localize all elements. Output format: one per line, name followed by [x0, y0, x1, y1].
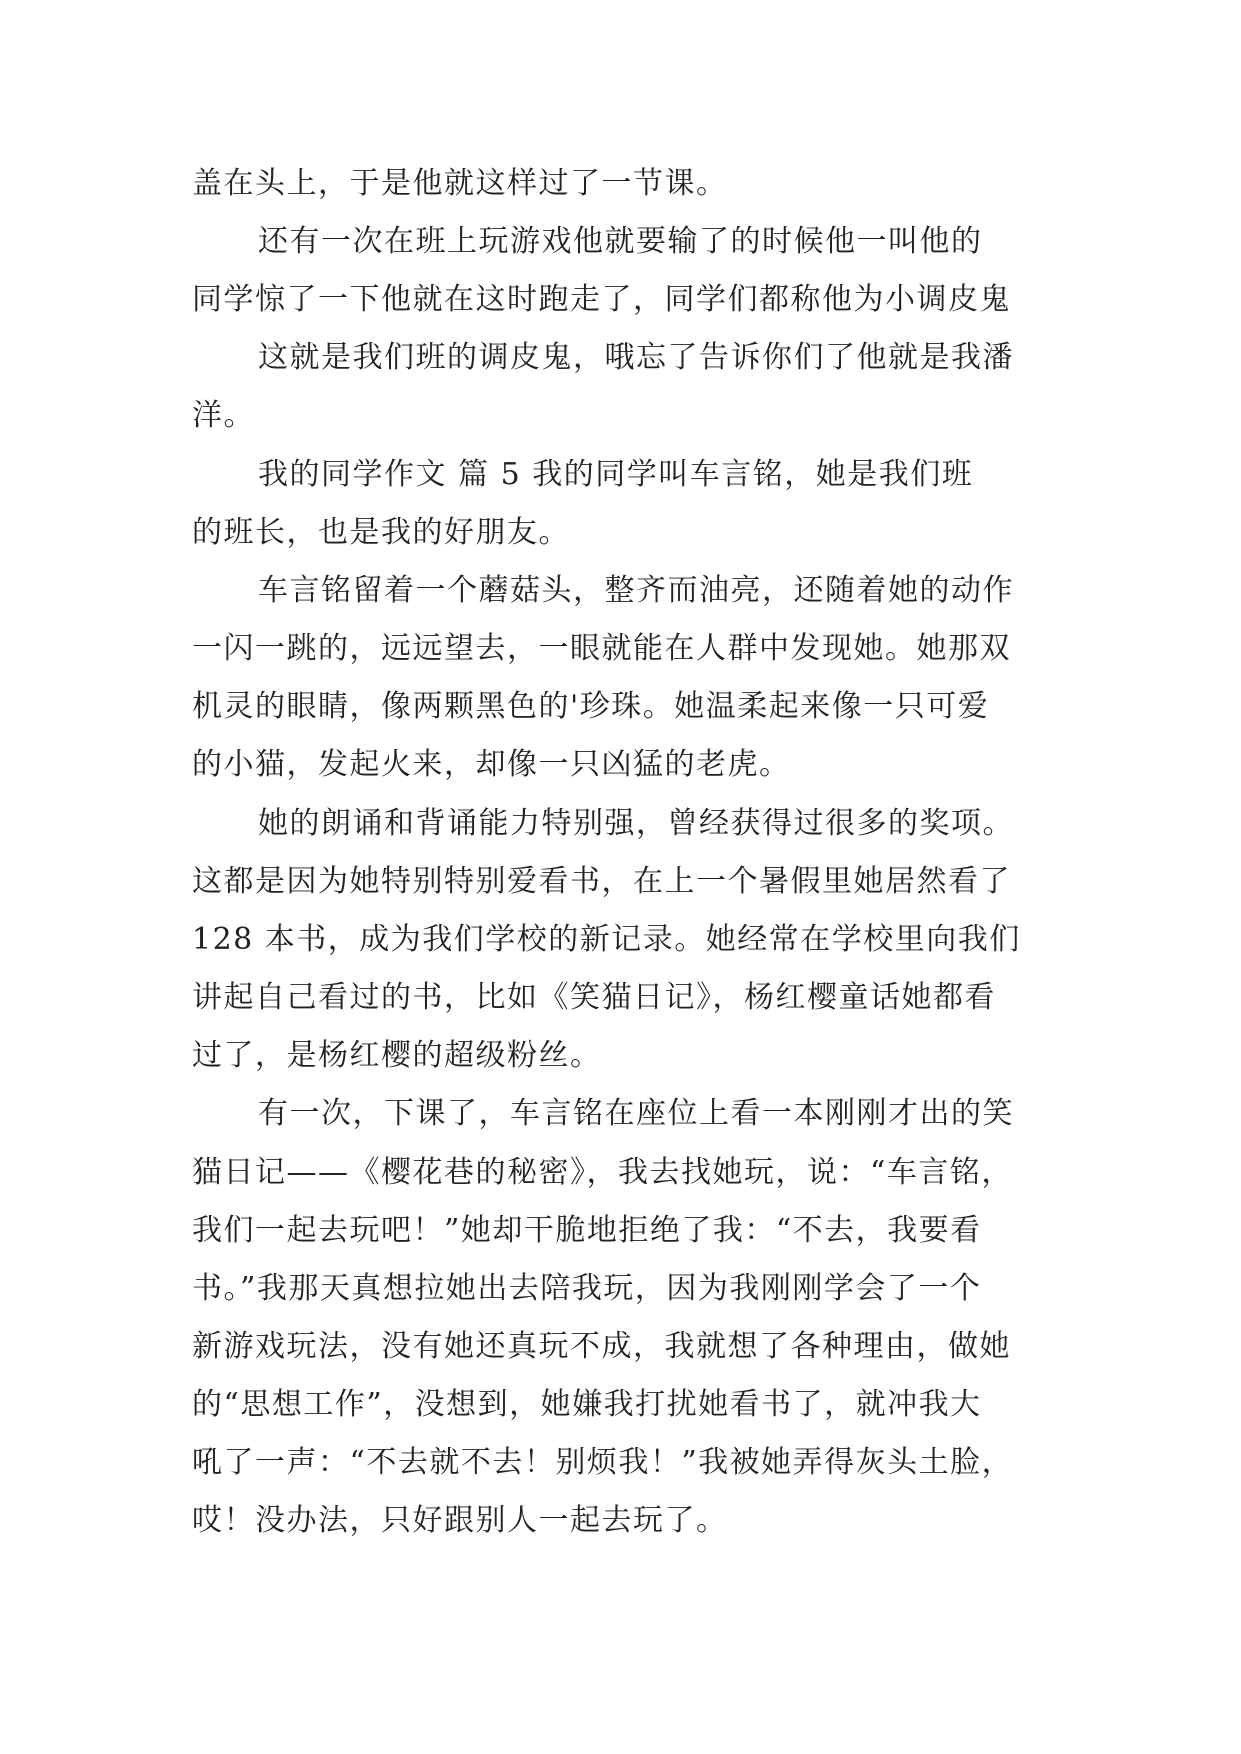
text-line: 这都是因为她特别特别爱看书，在上一个暑假里她居然看了	[192, 864, 1011, 899]
text-line: 的小猫，发起火来，却像一只凶猛的老虎。	[192, 747, 791, 782]
text-line: 机灵的眼睛，像两颗黑色的'珍珠。她温柔起来像一只可爱	[192, 689, 990, 724]
text-line: 书。”我那天真想拉她出去陪我玩，因为我刚刚学会了一个	[192, 1271, 982, 1306]
text-line: 吼了一声：“不去就不去！别烦我！”我被她弄得灰头土脸，	[192, 1445, 1014, 1480]
text-line: 一闪一跳的，远远望去，一眼就能在人群中发现她。她那双	[192, 631, 1011, 666]
text-line: 猫日记——《樱花巷的秘密》，我去找她玩，说：“车言铭，	[192, 1155, 1013, 1190]
text-line: 同学惊了一下他就在这时跑走了，同学们都称他为小调皮鬼	[192, 282, 1011, 317]
text-line: 这就是我们班的调皮鬼，哦忘了告诉你们了他就是我潘	[258, 340, 1014, 375]
text-line: 128 本书，成为我们学校的新记录。她经常在学校里向我们	[192, 922, 1021, 957]
text-line: 讲起自己看过的书，比如《笑猫日记》，杨红樱童话她都看	[192, 980, 996, 1015]
text-line: 车言铭留着一个蘑菇头，整齐而油亮，还随着她的动作	[258, 573, 1014, 608]
text-line: 洋。	[192, 398, 255, 433]
text-line: 的“思想工作”，没想到，她嫌我打扰她看书了，就冲我大	[192, 1387, 982, 1422]
text-line: 她的朗诵和背诵能力特别强，曾经获得过很多的奖项。	[258, 806, 1014, 841]
text-line: 的班长，也是我的好朋友。	[192, 515, 570, 550]
text-line: 还有一次在班上玩游戏他就要输了的时候他一叫他的	[258, 224, 983, 259]
text-line: 过了，是杨红樱的超级粉丝。	[192, 1038, 602, 1073]
text-line: 哎！没办法，只好跟别人一起去玩了。	[192, 1503, 728, 1538]
text-line: 新游戏玩法，没有她还真玩不成，我就想了各种理由，做她	[192, 1329, 1011, 1364]
text-line: 我们一起去玩吧！”她却干脆地拒绝了我：“不去，我要看	[192, 1213, 982, 1248]
text-line: 有一次，下课了，车言铭在座位上看一本刚刚才出的笑	[258, 1096, 1014, 1131]
text-line: 盖在头上，于是他就这样过了一节课。	[192, 166, 728, 201]
text-line: 我的同学作文 篇 5 我的同学叫车言铭，她是我们班	[258, 457, 974, 492]
